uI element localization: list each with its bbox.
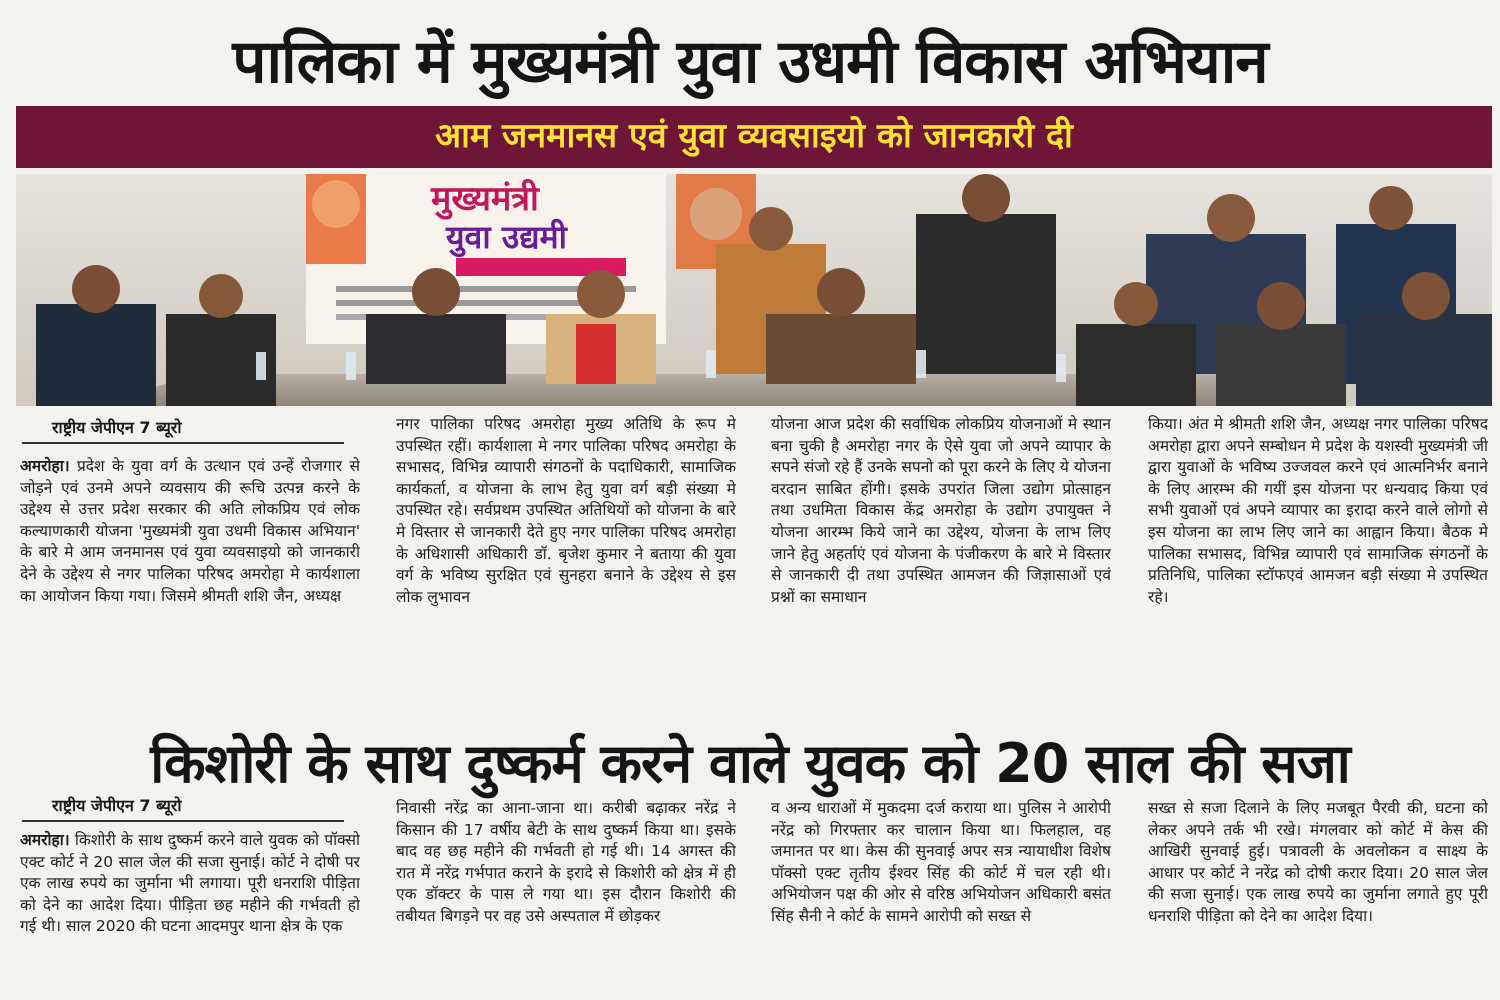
story1-column-3: योजना आज प्रदेश की सर्वाधिक लोकप्रिय योजनाओं मे स्थान बना चुकी है अमरोहा नगर के ऐसे युवा जो अपने व्यापार के सपने संजो रहे हैं उनके सपनो को पूरा करने के लिए ये योजना वरदान साबित होंगी। इसके उपरांत जिला उद्योग प्रोत्साहन तथा उधमिता विकास केंद्र अमरोहा के उद्योग उपायुक्त ने योजना आरम्भ किये जाने का उद्देश्य, योजना के लाभ लिए जाने हेतु अहर्ताएं एवं योजना के पंजीकरण के बारे मे विस्तार से जानकारी दी तथा उपस्थित आमजन की जिज्ञासाओं एवं प्रश्नों का समाधान (771, 415, 1111, 606)
story1-byline: राष्ट्रीय जेपीएन 7 ब्यूरो (52, 418, 182, 437)
story2-byline: राष्ट्रीय जेपीएन 7 ब्यूरो (52, 796, 182, 815)
story1-photo (16, 174, 1492, 406)
story1-column-2: नगर पालिका परिषद अमरोहा मुख्य अतिथि के रूप मे उपस्थित रहीं। कार्यशाला मे नगर पालिका परिषद अमरोहा के सभासद, विभिन्न व्यापारी संगठनों के पदाधिकारी, सामाजिक कार्यकर्ता, व योजना के लाभ हेतु युवा वर्ग बड़ी संख्या मे उपस्थित रहे। सर्वप्रथम उपस्थित अतिथियों को योजना के बारे मे विस्तार से जानकारी देते हुए नगर पालिका परिषद अमरोहा के अधिशासी अधिकारी डॉ. बृजेश कुमार ने बताया की युवा वर्ग के भविष्य सुरक्षित एवं सुनहरा बनाने के उद्देश्य से इस लोक लुभावन (396, 415, 736, 606)
story2-column-3: व अन्य धाराओं में मुकदमा दर्ज कराया था। पुलिस ने आरोपी नरेंद्र को गिरफ्तार कर चालान किया था। फिलहाल, वह जमानत पर था। केस की सुनवाई अपर सत्र न्यायाधीश विशेष पॉक्सो एक्ट तृतीय ईश्वर सिंह की कोर्ट में चल रही थी। अभियोजन पक्ष की ओर से वरिष्ठ अभियोजन अधिकारी बसंत सिंह सैनी ने कोर्ट के सामने आरोपी को सख्त से (771, 799, 1111, 925)
meeting-photo-illustration (16, 174, 1492, 406)
story2-column-1 (20, 830, 360, 1000)
story2-headline: किशोरी के साथ दुष्कर्म करने वाले युवक को 20 साल की सजा (150, 732, 1350, 795)
story1-byline-rule (22, 442, 344, 444)
story1-dateline: अमरोहा। (20, 457, 70, 475)
story1-col1-text: प्रदेश के युवा वर्ग के उत्थान एवं उन्हें रोजगार से जोड़ने एवं उनमे अपने व्यवसाय की रूचि उत्पन्न करने के उद्देश्य से उत्तर प्रदेश सरकार की अति लोकप्रिय एवं लोक कल्याणकारी योजना 'मुख्यमंत्री युवा उधमी विकास अभियान' के बारे मे आम जनमानस एवं युवा व्यवसाइयो को जानकारी देने के उद्देश्य से नगर पालिका परिषद अमरोहा मे कार्यशाला का आयोजन किया गया। जिसमे श्रीमती शशि जैन, अध्यक्ष (20, 457, 360, 605)
poster-line-2: युवा उद्यमी (446, 218, 567, 256)
story2-column-4: सख्त से सजा दिलाने के लिए मजबूत पैरवी की, घटना को लेकर अपने तर्क भी रखे। मंगलवार को कोर्ट में केस की आखिरी सुनवाई हुई। पत्रावली के अवलोकन व साक्ष्य के आधार पर कोर्ट ने नरेंद्र को दोषी करार दिया। 20 साल जेल की सजा सुनाई। एक लाख रुपये का जुर्माना लगाते हुए पूरी धनराशि पीड़िता को देने का आदेश दिया। (1148, 799, 1488, 925)
story2-byline-rule (22, 820, 344, 822)
story1-column-4: किया। अंत मे श्रीमती शशि जैन, अध्यक्ष नगर पालिका परिषद अमरोहा द्वारा अपने सम्बोधन मे प्रदेश के यशस्वी मुख्यमंत्री जी द्वारा युवाओं के भविष्य उज्जवल करने एवं आत्मनिर्भर बनाने के लिए आरम्भ की गयीं इस योजना पर धन्यवाद किया एवं सभी युवाओं एवं अपने व्यापार का इरादा करने वाले लोगो से इस योजना का लाभ लिए जाने का आह्वान किया। बैठक मे पालिका सभासद, विभिन्न व्यापारी एवं सामाजिक संगठनों के प्रतिनिधि, पालिका स्टॉफएवं आमजन बड़ी संख्या मे उपस्थित रहे। (1148, 415, 1488, 606)
story1-column-1 (20, 456, 360, 718)
story1-subheadline-banner: आम जनमानस एवं युवा व्यवसाइयो को जानकारी दी (16, 106, 1492, 168)
poster-line-1: मुख्यमंत्री (431, 179, 539, 219)
story1-headline: पालिका में मुख्यमंत्री युवा उधमी विकास अभियान (232, 27, 1268, 97)
story2-column-2: निवासी नरेंद्र का आना-जाना था। करीबी बढ़ाकर नरेंद्र ने किसान की 17 वर्षीय बेटी के साथ दुष्कर्म किया था। इसके बाद वह छह महीने की गर्भवती हो गई थी। 14 अगस्त की रात में नरेंद्र गर्भपात कराने के इरादे से किशोरी को क्षेत्र में ही एक डॉक्टर के पास ले गया था। इस दौरान किशोरी की तबीयत बिगड़ने पर वह उसे अस्पताल में छोड़कर (396, 799, 736, 925)
story2-dateline: अमरोहा। (20, 831, 70, 849)
story2-col1-text: किशोरी के साथ दुष्कर्म करने वाले युवक को पॉक्सो एक्ट कोर्ट ने 20 साल जेल की सजा सुनाई। कोर्ट ने दोषी पर एक लाख रुपये का जुर्माना भी लगाया। पूरी धनराशि पीड़िता को देने का आदेश दिया। पीड़िता छह महीने की गर्भवती हो गई थी। साल 2020 की घटना आदमपुर थाना क्षेत्र के एक (20, 831, 360, 936)
